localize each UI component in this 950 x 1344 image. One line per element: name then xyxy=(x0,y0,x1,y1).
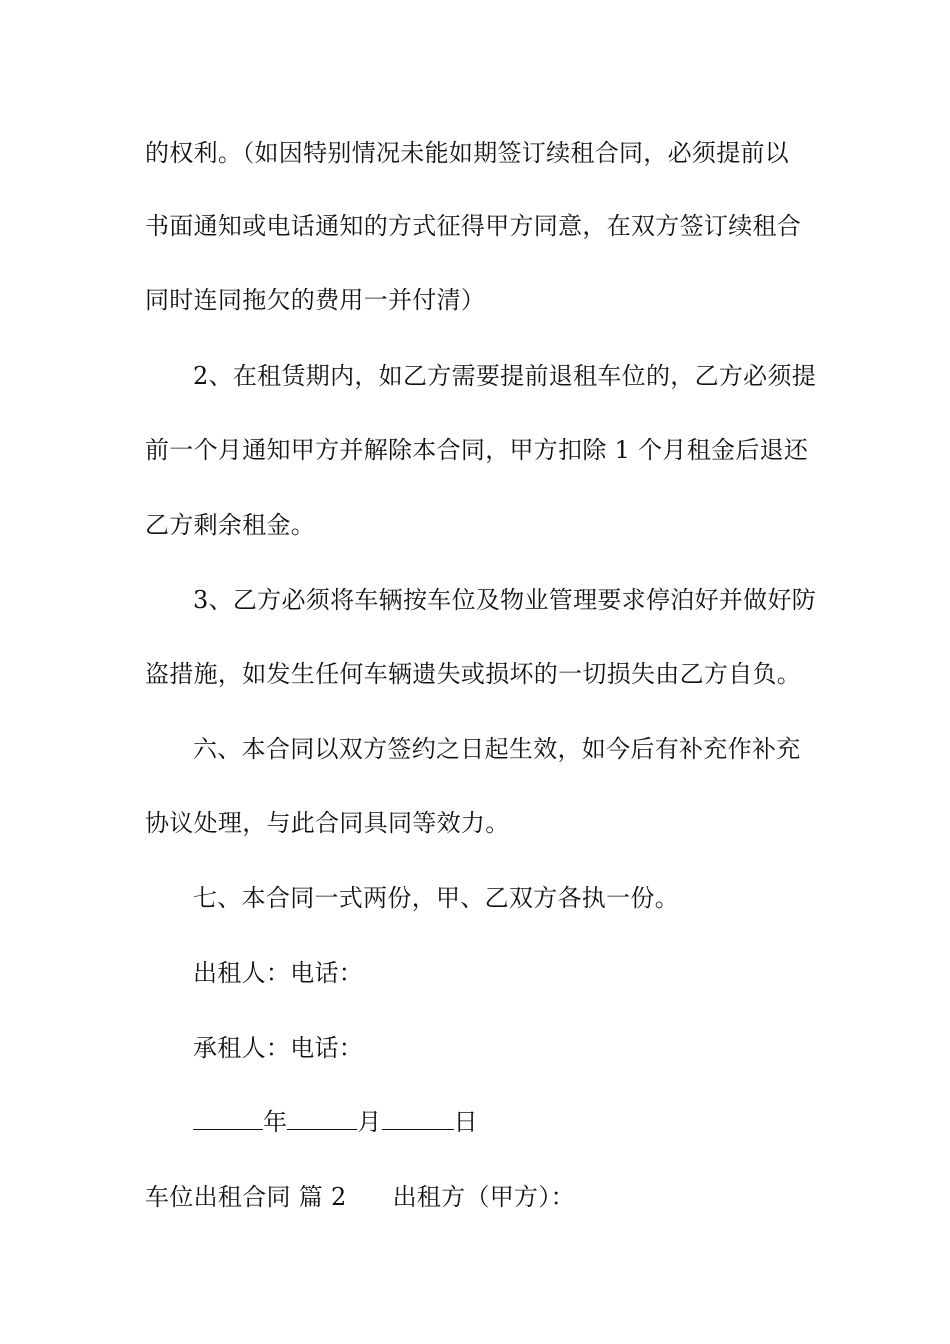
lessor-signature-line: 出租人：电话： xyxy=(193,959,364,987)
lessor-party-label: 出租方（甲方）： xyxy=(392,1183,575,1211)
clause-2-line-1: 2、在租赁期内，如乙方需要提前退租车位的，乙方必须提 xyxy=(193,362,817,390)
section-part: 篇 2 xyxy=(298,1183,347,1211)
lessee-signature-line: 承租人：电话： xyxy=(193,1034,364,1062)
day-label: 日 xyxy=(453,1108,478,1136)
section-heading xyxy=(145,1182,575,1212)
paragraph-line-3: 同时连同拖欠的费用一并付清） xyxy=(145,286,486,314)
month-label: 月 xyxy=(357,1108,382,1136)
paragraph-line-1: 的权利。（如因特别情况未能如期签订续租合同，必须提前以 xyxy=(145,139,790,167)
clause-3-line-1: 3、乙方必须将车辆按车位及物业管理要求停泊好并做好防 xyxy=(193,586,817,614)
year-blank xyxy=(193,1107,263,1130)
article-6-line-2: 协议处理，与此合同具同等效力。 xyxy=(145,809,510,837)
paragraph-line-2: 书面通知或电话通知的方式征得甲方同意，在双方签订续租合 xyxy=(145,212,802,240)
month-blank xyxy=(287,1107,357,1130)
section-title: 车位出租合同 xyxy=(145,1183,291,1211)
clause-3-line-2: 盗措施，如发生任何车辆遗失或损坏的一切损失由乙方自负。 xyxy=(145,660,802,688)
day-blank xyxy=(382,1107,454,1130)
article-7: 七、本合同一式两份，甲、乙双方各执一份。 xyxy=(193,884,679,912)
year-label: 年 xyxy=(263,1108,288,1136)
clause-2-line-2: 前一个月通知甲方并解除本合同，甲方扣除 1 个月租金后退还 xyxy=(145,436,809,464)
date-line xyxy=(193,1107,478,1137)
clause-2-line-3: 乙方剩余租金。 xyxy=(145,511,316,539)
article-6-line-1: 六、本合同以双方签约之日起生效，如今后有补充作补充 xyxy=(193,735,801,763)
